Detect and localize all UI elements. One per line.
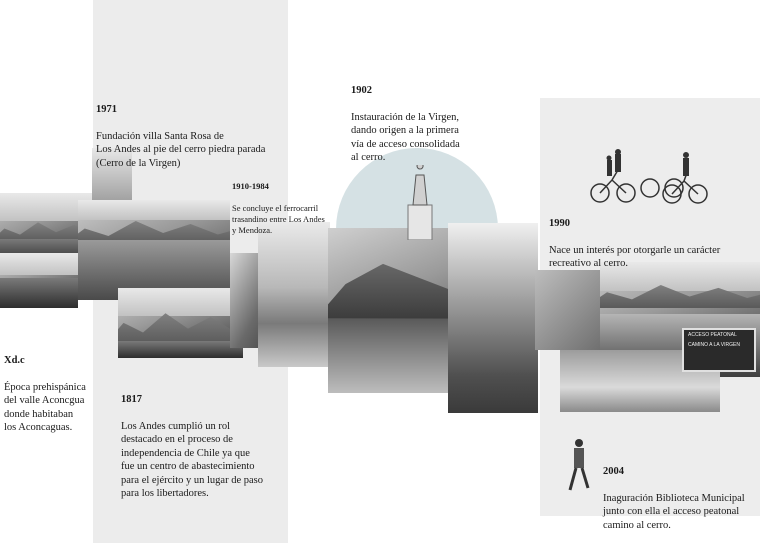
photo-railway-tracks (258, 222, 330, 367)
event-year: 1817 (121, 393, 142, 405)
event-2004 (603, 451, 745, 532)
event-description: Nace un interés por otorgarle un carácter recreativo al cerro. (549, 244, 721, 269)
event-1971 (96, 89, 265, 170)
event-year: 1990 (549, 217, 570, 229)
event-1902 (351, 70, 460, 165)
event-description: Instauración de la Virgen, dando origen a la primera vía de acceso consolidada al cerro. (351, 111, 460, 163)
event-year: 1910-1984 (232, 181, 269, 191)
event-description: Se concluye el ferrocarril trasandino entre Los Andes y Mendoza. (232, 203, 325, 235)
sign-line-1: ACCESO PEATONAL (688, 332, 737, 338)
sign-line-2: CAMINO A LA VIRGEN (688, 342, 740, 348)
event-year: Xd.c (4, 354, 25, 366)
pedestrian-icon (564, 438, 594, 493)
event-1910-1984 (232, 170, 325, 236)
event-year: 2004 (603, 465, 624, 477)
photo-virgin-hill-street (328, 228, 453, 393)
event-xdc (4, 340, 86, 435)
cyclists-icon (588, 148, 708, 208)
photo-climber (535, 270, 605, 350)
event-1990 (549, 203, 720, 271)
pedestrian-access-sign (682, 328, 756, 372)
photo-street-buildings (448, 223, 538, 413)
event-year: 1902 (351, 84, 372, 96)
event-year: 1971 (96, 103, 117, 115)
event-1817 (121, 379, 263, 501)
event-description: Época prehispánica del valle Aconcgua donde habitaban los Aconcaguas. (4, 381, 86, 433)
photo-indigenous-people (0, 253, 78, 308)
photo-old-town (78, 200, 230, 300)
event-description: Fundación villa Santa Rosa de Los Andes al pie del cerro piedra parada (Cerro de la Virgen) (96, 130, 266, 169)
event-description: Los Andes cumplió un rol destacado en el proceso de independencia de Chile ya que fue un centro de abastecimiento para el ejército y un lugar de paso para los libertadores. (121, 420, 263, 499)
virgin-statue-icon (400, 165, 440, 240)
photo-army-crossing (118, 288, 243, 358)
event-description: Inaguración Biblioteca Municipal junto con ella el acceso peatonal camino al cerro. (603, 492, 745, 531)
